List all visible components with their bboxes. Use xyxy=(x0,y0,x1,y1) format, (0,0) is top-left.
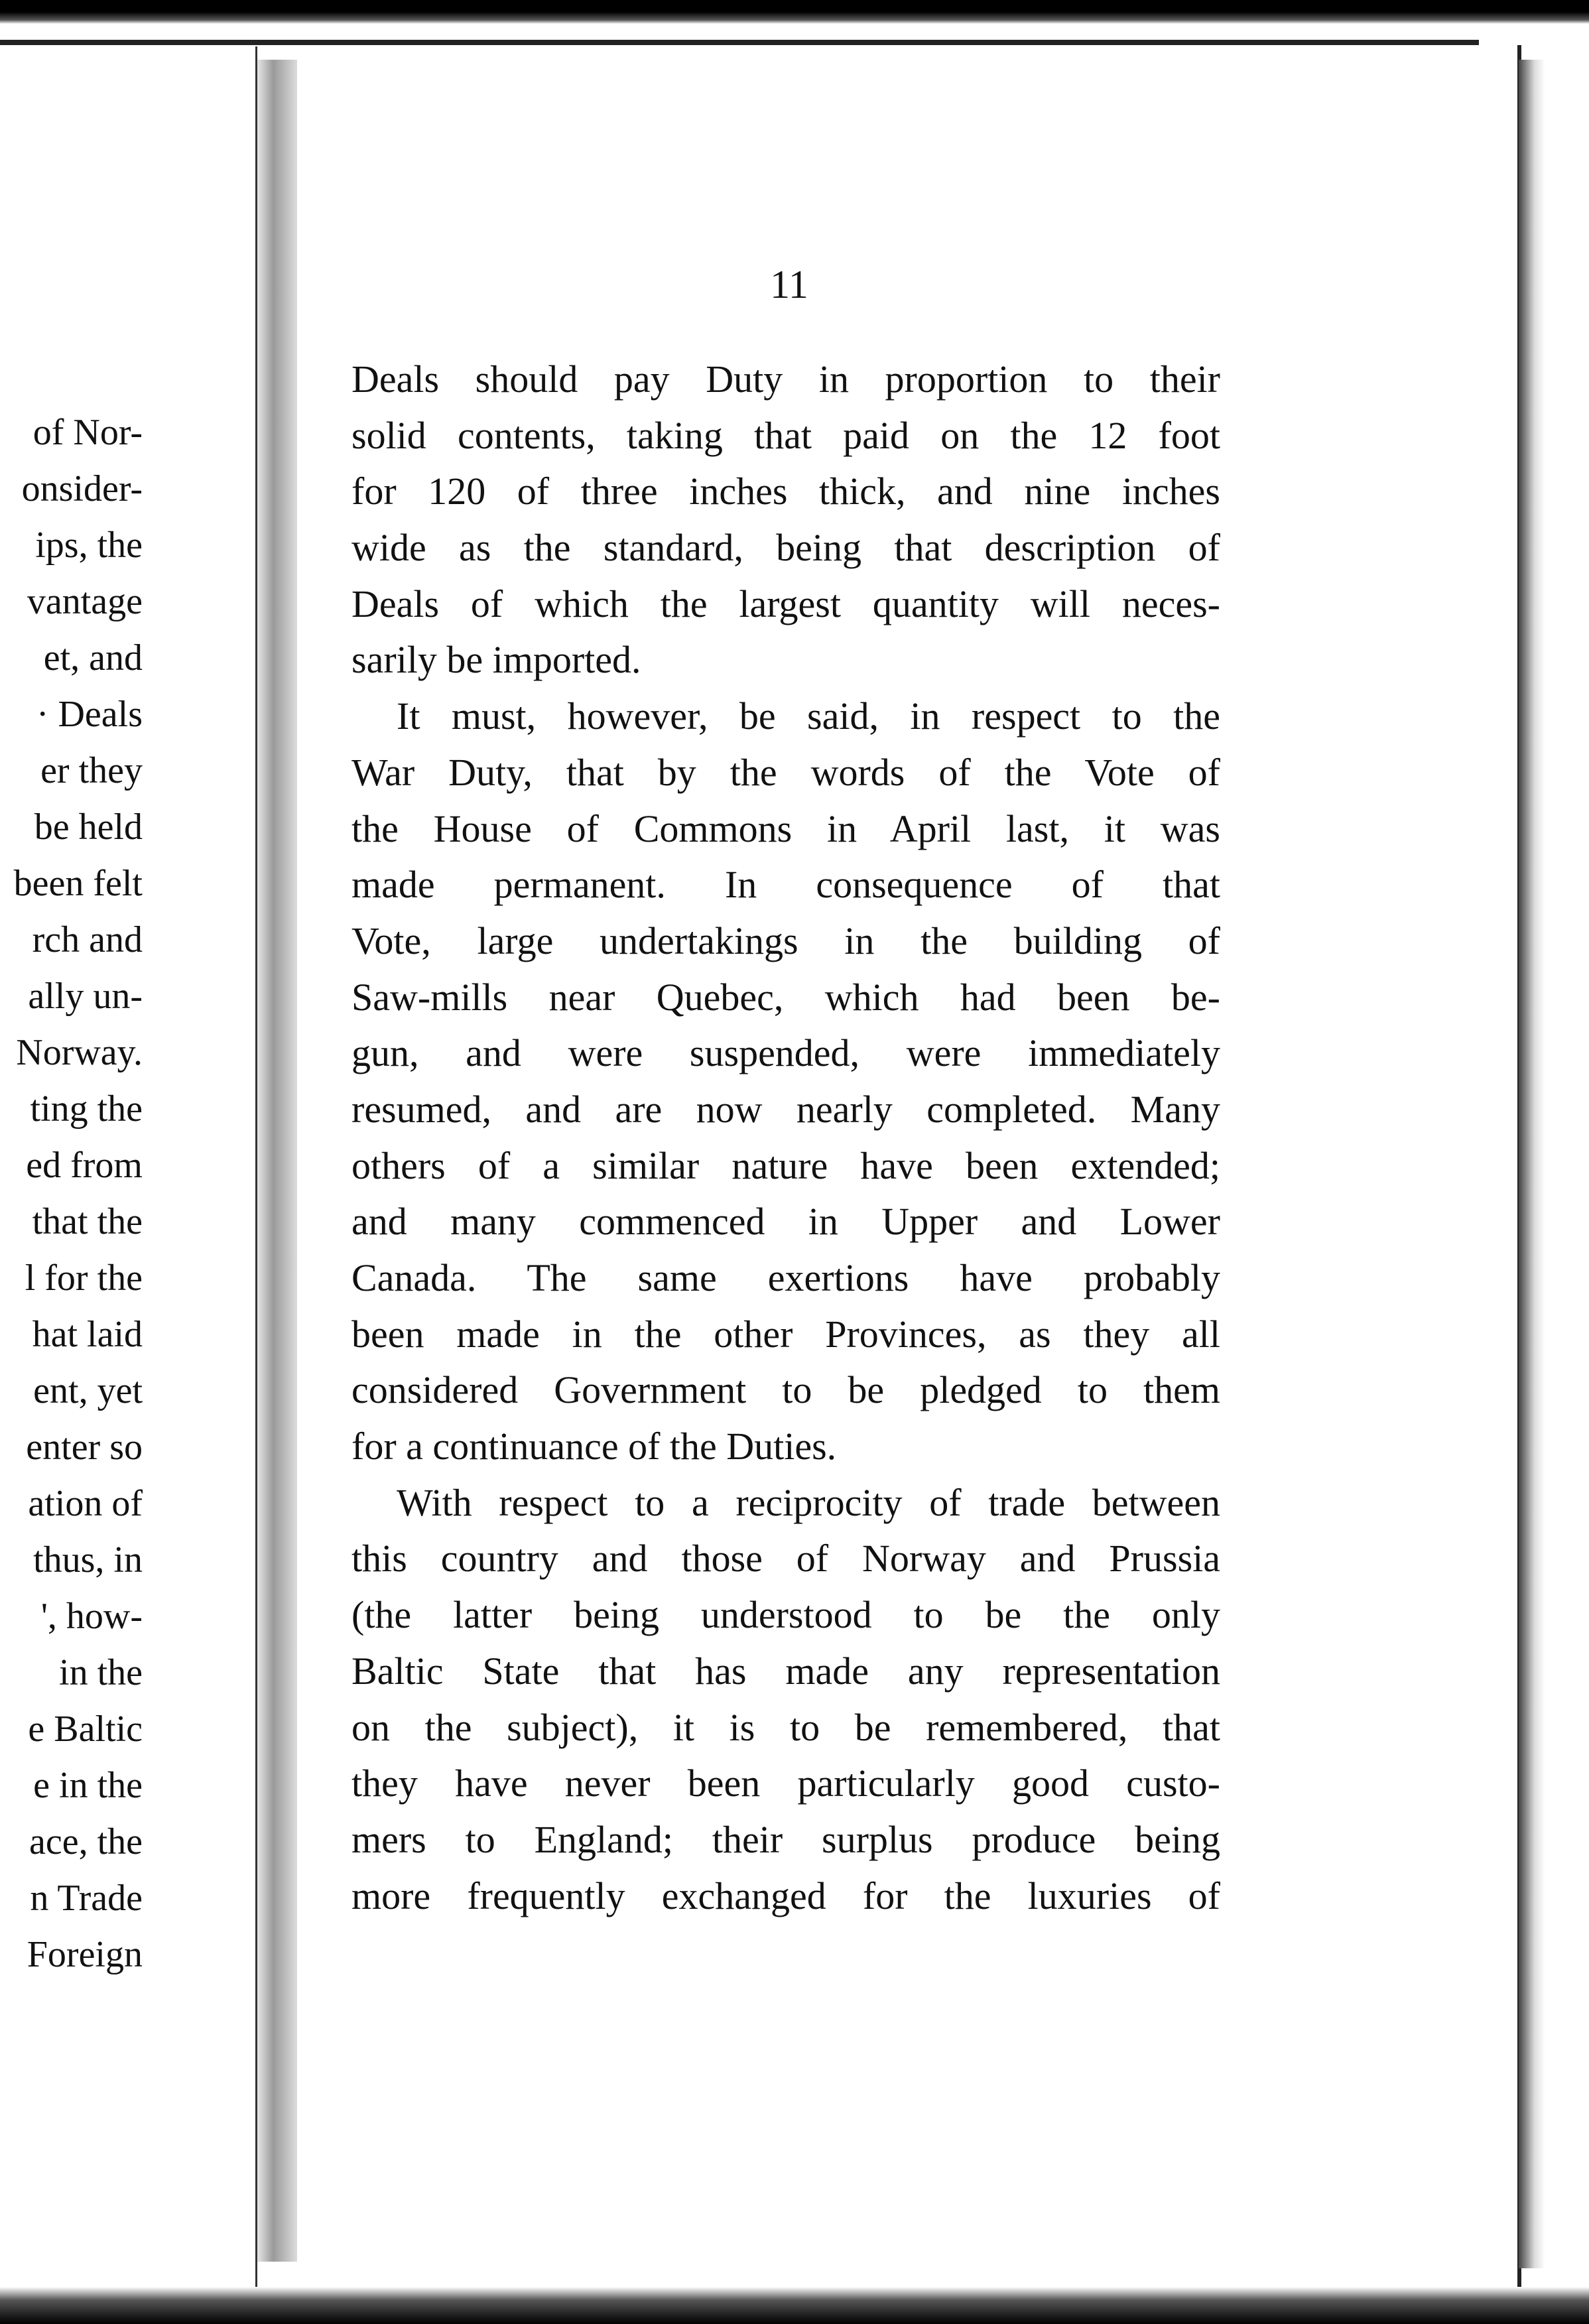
text-line: this country and those of Norway and Prussia xyxy=(351,1537,1220,1581)
left-page-line: ips, the xyxy=(35,525,143,566)
left-page-line: ent, yet xyxy=(33,1370,143,1411)
text-line: Deals should pay Duty in proportion to their xyxy=(351,357,1220,401)
paragraph xyxy=(351,1475,1220,1925)
left-page-line: ally un- xyxy=(28,976,143,1017)
left-page-line: that the xyxy=(32,1201,143,1242)
left-page-line: ation of xyxy=(28,1483,143,1524)
left-page-line: hat laid xyxy=(32,1314,143,1355)
text-line: War Duty, that by the words of the Vote of xyxy=(351,750,1220,794)
left-page-line: e Baltic xyxy=(28,1709,143,1750)
body-text xyxy=(351,352,1220,1924)
text-line: mers to England; their surplus produce being xyxy=(351,1817,1220,1861)
left-page-line: er they xyxy=(40,750,143,791)
text-line: It must, however, be said, in respect to the xyxy=(397,694,1220,738)
left-page-line: et, and xyxy=(43,637,143,678)
text-line: resumed, and are now nearly completed. Many xyxy=(351,1087,1220,1131)
text-line: gun, and were suspended, were immediately xyxy=(351,1031,1220,1075)
text-line: Deals of which the largest quantity will neces- xyxy=(351,582,1220,625)
left-page-line: thus, in xyxy=(33,1539,143,1581)
scan-bottom-border xyxy=(0,2287,1589,2324)
left-page-line: be held xyxy=(34,807,143,848)
left-page-line: Foreign xyxy=(27,1934,143,1975)
text-line: Canada. The same exertions have probably xyxy=(351,1256,1220,1299)
left-page-line: · Deals xyxy=(36,694,143,735)
text-line: considered Government to be pledged to them xyxy=(351,1368,1220,1412)
left-page-line: Norway. xyxy=(16,1032,143,1073)
right-page-edge xyxy=(1519,60,1545,2268)
page-top-edge xyxy=(0,40,1479,45)
text-line: been made in the other Provinces, as they all xyxy=(351,1312,1220,1356)
left-page-line: ed from xyxy=(26,1145,143,1186)
text-line: for 120 of three inches thick, and nine inches xyxy=(351,470,1220,513)
text-line: Baltic State that has made any representation xyxy=(351,1649,1220,1693)
left-page-text-fragments xyxy=(0,405,143,1983)
left-page-line: ting the xyxy=(30,1088,143,1130)
text-line: sarily be imported. xyxy=(351,638,641,682)
left-page-line: rch and xyxy=(32,919,143,960)
left-page-line: e in the xyxy=(33,1765,143,1806)
left-page-line: ace, the xyxy=(29,1821,143,1862)
left-page-line: in the xyxy=(59,1652,143,1693)
text-line: solid contents, taking that paid on the 12 foot xyxy=(351,413,1220,457)
text-line: and many commenced in Upper and Lower xyxy=(351,1200,1220,1244)
text-line: more frequently exchanged for the luxuries of xyxy=(351,1874,1220,1917)
text-line: on the subject), it is to be remembered, that xyxy=(351,1705,1220,1749)
text-line: others of a similar nature have been extended; xyxy=(351,1143,1220,1187)
left-page-line: onsider- xyxy=(21,468,143,509)
text-line: wide as the standard, being that description of xyxy=(351,526,1220,570)
left-page xyxy=(0,46,257,2288)
text-line: the House of Commons in April last, it was xyxy=(351,807,1220,850)
text-line: they have never been particularly good custo- xyxy=(351,1762,1220,1805)
left-page-line: been felt xyxy=(13,863,143,904)
left-page-line: n Trade xyxy=(30,1878,143,1919)
paragraph xyxy=(351,688,1220,1475)
text-line: for a continuance of the Duties. xyxy=(351,1425,837,1468)
text-line: Saw-mills near Quebec, which had been be- xyxy=(351,975,1220,1019)
text-line: With respect to a reciprocity of trade between xyxy=(397,1480,1220,1524)
left-page-line: of Nor- xyxy=(32,412,143,453)
text-line: made permanent. In consequence of that xyxy=(351,863,1220,907)
left-page-line: vantage xyxy=(27,581,143,622)
scan-top-border xyxy=(0,0,1589,24)
text-line: Vote, large undertakings in the building of xyxy=(351,919,1220,962)
left-page-line: l for the xyxy=(25,1258,143,1299)
left-page-line: ', how- xyxy=(40,1596,143,1637)
text-line: (the latter being understood to be the only xyxy=(351,1593,1220,1637)
book-gutter xyxy=(257,60,297,2262)
left-page-line: enter so xyxy=(26,1427,143,1468)
page-number: 11 xyxy=(770,263,808,306)
paragraph xyxy=(351,352,1220,688)
